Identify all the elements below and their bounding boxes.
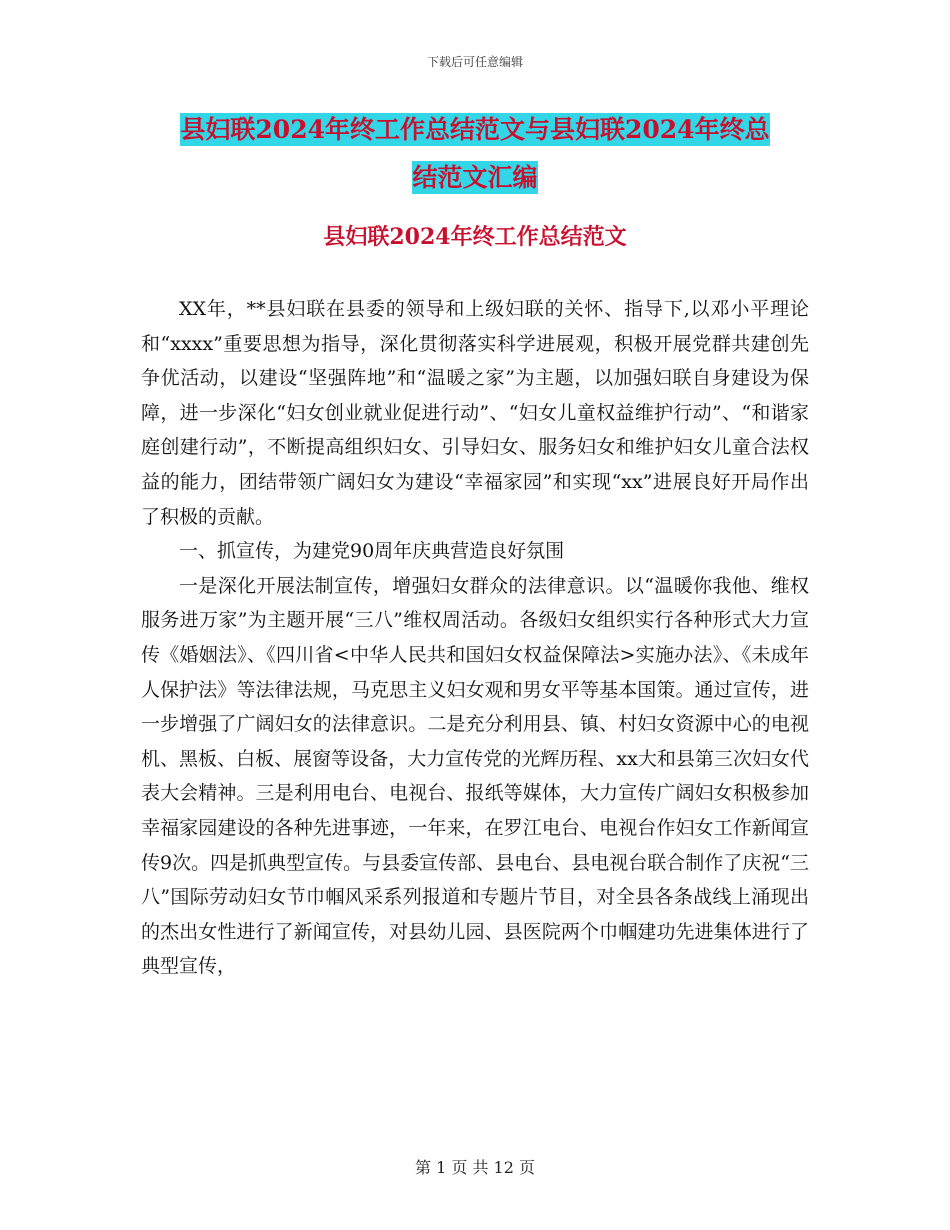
title-line-2: 结范文汇编 [412,163,538,192]
page-footer: 第 1 页 共 12 页 [415,1158,535,1177]
paragraph-publicity: 一是深化开展法制宣传，增强妇女群众的法律意识。以“温暖你我他、维权服务进万家”为主题开展“三八”维权周活动。各级妇女组织实行各种形式大力宣传《婚姻法》、《四川省<中华人民共和国妇女权益保障法>实施办法》、《未成年人保护法》等法律法规，马克思主义妇女观和男女平等基本国策。通过宣传，进一步增强了广阔妇女的法律意识。二是充分利用县、镇、村妇女资源中心的电视机、黑板、白板、展窗等设备，大力宣传党的光辉历程、xx大和县第三次妇女代表大会精神。三是利用电台、电视台、报纸等媒体，大力宣传广阔妇女积极参加幸福家园建设的各种先进事迹，一年来，在罗江电台、电视台作妇女工作新闻宣传9次。四是抓典型宣传。与县委宣传部、县电台、县电视台联合制作了庆祝“三八”国际劳动妇女节巾帼风采系列报道和专题片节目，对全县各条战线上涌现出的杰出女性进行了新闻宣传，对县幼儿园、县医院两个巾帼建功先进集体进行了典型宣传， [141,574,809,978]
paragraph-heading-1: 一、抓宣传，为建党90周年庆典营造良好氛围 [179,540,565,563]
document-body [141,292,809,984]
header-note: 下载后可任意编辑 [426,55,523,69]
paragraph-intro: XX年，**县妇联在县委的领导和上级妇联的关怀、指导下,以邓小平理论和“xxxx”重要思想为指导，深化贯彻落实科学进展观，积极开展党群共建创先争优活动，以建设“坚强阵地”和“温暖之家”为主题，以加强妇联自身建设为保障，进一步深化“妇女创业就业促进行动”、“妇女儿童权益维护行动”、“和谐家庭创建行动”，不断提高组织妇女、引导妇女、服务妇女和维护妇女儿童合法权益的能力，团结带领广阔妇女为建设“幸福家园”和实现“xx”进展良好开局作出了积极的贡献。 [141,298,809,528]
document-title [0,106,950,202]
title-line-1: 县妇联2024年终工作总结范文与县妇联2024年终总 [180,115,770,144]
section-title: 县妇联2024年终工作总结范文 [323,224,627,250]
